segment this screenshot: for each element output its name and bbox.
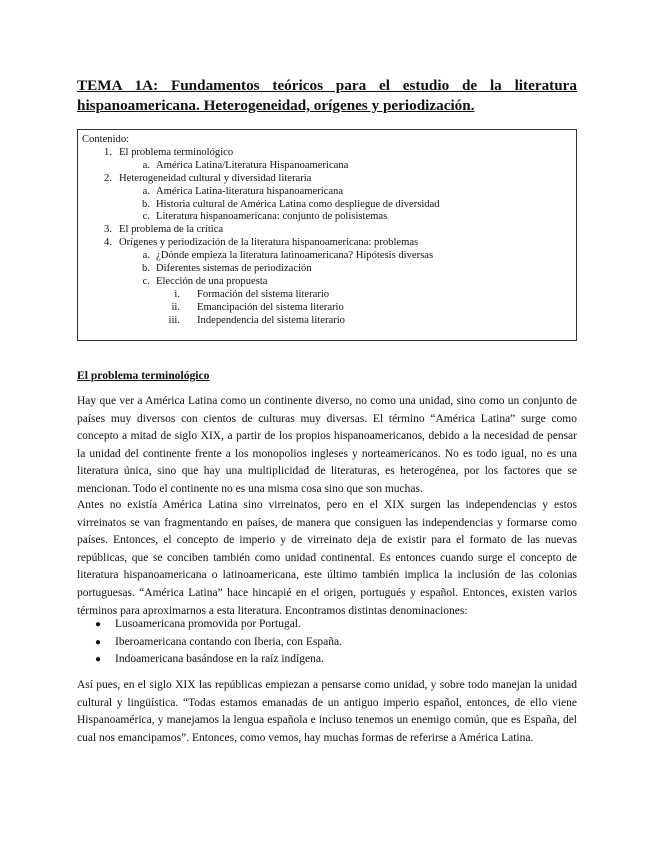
section-title: El problema terminológico (77, 369, 210, 382)
contents-item (82, 211, 570, 224)
contents-item-text: Formación del sistema literario (197, 288, 330, 300)
contents-item (82, 315, 570, 328)
contents-item-marker: c. (142, 211, 150, 223)
contents-item-marker: 3. (104, 224, 112, 236)
paragraph-2: Antes no existía América Latina sino virreinatos, pero en el XIX surgen las independencias y estos virreinatos se van fragmentando en países, de manera que consiguen las independencias y formarse como países. Entonces, el concepto de imperio y de virreinato deja de existir para el formato de las nuevas repúblicas, que se conciben también como unidad continental. Es entonces cuando surge el concepto de literatura hispanoamericana o latinoamericana, este último también implica la inclusión de las colonias portuguesas. “América Latina” hace hincapié en el origen, portugués y español. Entonces, existen varios términos para aproximarnos a esta literatura. Encontramos distintas denominaciones: (77, 499, 577, 617)
bullet-icon: ● (95, 636, 102, 648)
contents-item (82, 289, 570, 302)
paragraph-1: Hay que ver a América Latina como un continente diverso, no como una unidad, sino como un conjunto de países muy diversos con cientos de culturas muy diversas. El término “América Latina” surge como concepto a mitad de siglo XIX, a partir de los propios hispanoamericanos, debido a la necesidad de pensar la unidad del continente frente a los monopolios ingleses y norteamericanos. No es todo igual, no es una literatura única, sino que hay una multiplicidad de literaturas, es heterogénea, por los factores que se mencionan. Todo el continente no es una misma cosa sino que son muchas. (77, 395, 577, 495)
paragraph-3: Así pues, en el siglo XIX las repúblicas empiezan a pensarse como unidad, y sobre todo manejan la unidad cultural y lingüística. “Todas estamos emanadas de un antiguo imperio español, entonces, de ello viene Hispanoamérica, y manejamos la lengua española e incluso tenemos un enemigo común, que es España, del cual nos emancipamos”. Entonces, como vemos, hay muchas formas de referirse a América Latina. (77, 679, 577, 744)
contents-item-marker: ii. (171, 301, 180, 313)
denominations-list (77, 616, 577, 669)
contents-item-marker: b. (142, 263, 150, 275)
contents-item-text: El problema terminológico (119, 146, 234, 158)
contents-item-marker: a. (142, 185, 150, 197)
contents-item (82, 186, 570, 199)
contents-item-text: ¿Dónde empieza la literatura latinoamericana? Hipótesis diversas (156, 250, 434, 262)
contents-item-text: Diferentes sistemas de periodización (156, 263, 312, 275)
contents-list (82, 147, 570, 328)
contents-box (77, 129, 577, 341)
contents-item (82, 224, 570, 237)
contents-item-marker: iii. (168, 314, 180, 326)
contents-item (82, 237, 570, 250)
list-item (77, 634, 577, 652)
contents-item (82, 276, 570, 289)
contents-item-text: Heterogeneidad cultural y diversidad literaria (119, 172, 312, 184)
contents-item (82, 160, 570, 173)
list-item-text: Iberoamericana contando con Iberia, con España. (115, 635, 343, 648)
contents-item (82, 199, 570, 212)
contents-item-text: Elección de una propuesta (156, 275, 268, 287)
contents-item-marker: i. (174, 288, 180, 300)
contents-item-marker: 1. (104, 146, 112, 158)
contents-item-text: Orígenes y periodización de la literatura hispanoamericana: problemas (119, 237, 419, 249)
contents-item-marker: 2. (104, 172, 112, 184)
contents-item-marker: a. (142, 159, 150, 171)
list-item-text: Lusoamericana promovida por Portugal. (115, 618, 301, 630)
contents-item-text: Independencia del sistema literario (197, 314, 345, 326)
bullet-icon: ● (95, 654, 102, 665)
contents-item-text: América Latina/Literatura Hispanoamericana (156, 159, 349, 171)
contents-item-marker: b. (142, 198, 150, 210)
contents-item-text: El problema de la crítica (119, 224, 224, 236)
contents-heading: Contenido: (82, 134, 130, 145)
contents-item (82, 302, 570, 315)
contents-item (82, 250, 570, 263)
contents-item-text: Literatura hispanoamericana: conjunto de polisistemas (156, 211, 388, 223)
contents-item-text: Emancipación del sistema literario (197, 301, 344, 313)
contents-item-marker: a. (142, 250, 150, 262)
list-item (77, 616, 577, 634)
contents-item-text: Historia cultural de América Latina como despliegue de diversidad (156, 198, 440, 210)
list-item-text: Indoamericana basándose en la raíz indígena. (115, 653, 324, 665)
bullet-icon: ● (95, 619, 102, 630)
contents-item-marker: 4. (104, 237, 112, 249)
contents-item-marker: c. (142, 275, 150, 287)
contents-item (82, 173, 570, 186)
contents-item-text: América Latina-literatura hispanoamericana (156, 185, 344, 197)
contents-item (82, 263, 570, 276)
list-item (77, 651, 577, 669)
contents-item (82, 147, 570, 160)
page-title: TEMA 1A: Fundamentos teóricos para el estudio de la literatura hispanoamericana. Heterogeneidad, orígenes y periodización. (77, 77, 577, 114)
